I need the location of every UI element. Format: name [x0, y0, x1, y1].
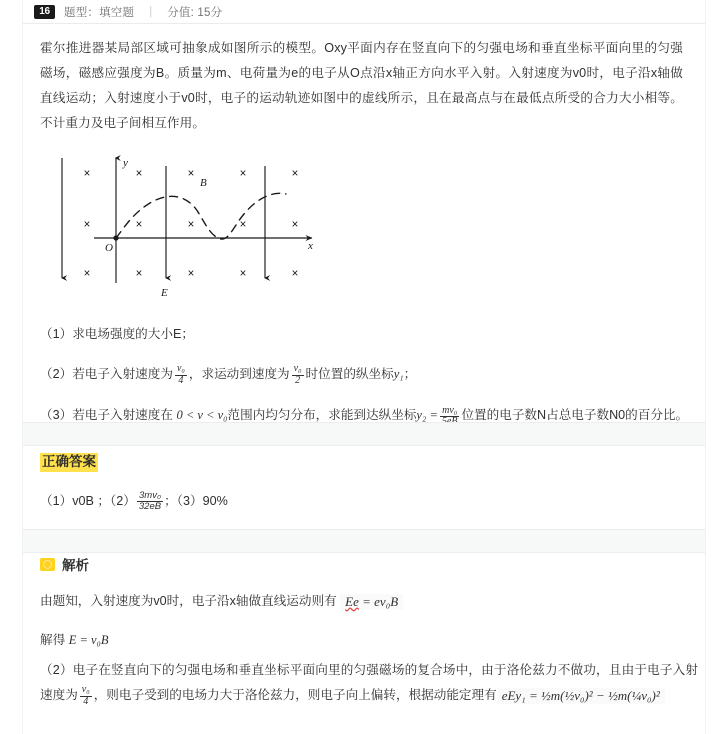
sub-question-2-tail: 时位置的纵坐标 — [305, 367, 394, 381]
analysis-section-heading — [40, 554, 89, 574]
sub-question-2 — [40, 363, 683, 386]
analysis-p1-formula-lhs: Ee — [345, 593, 359, 609]
analysis-section-title: 解析 — [62, 558, 89, 573]
sub-question-3-lead: 若电子入射速度在 — [72, 408, 173, 423]
analysis-p1-formula — [340, 594, 403, 610]
sub-question-2-lead: 若电子入射速度为 — [72, 367, 173, 381]
svg-text:×: × — [83, 219, 91, 231]
analysis-p3-text: （2）电子在竖直向下的匀强电场和垂直坐标平面向里的匀强磁场的复合场中，由于洛伦兹力不做功，且由于电子入射速度为 — [40, 663, 698, 702]
analysis-p1-text: 由题知，入射速度为v0时，电子沿x轴做直线运动则有 — [40, 594, 337, 608]
svg-text:×: × — [291, 219, 299, 231]
question-number-badge: 16 — [34, 5, 55, 19]
question-type-label: 题型：填空题 — [64, 6, 135, 19]
fraction-denominator: 4 — [83, 695, 89, 707]
fraction-numerator: v₀ — [176, 363, 185, 375]
analysis-p3-formula: eEy₁ = ½m(½v₀)² − ½m(¼v₀)² — [497, 688, 665, 704]
fraction-denominator: 32eB — [138, 501, 162, 513]
analysis-p1-formula-rhs: = ev₀B — [362, 593, 399, 609]
sub-question-2-fraction-1 — [175, 364, 187, 386]
y-axis-label: y — [123, 157, 128, 169]
electron-trajectory — [116, 193, 286, 239]
sub-question-2-end: ； — [403, 367, 417, 381]
section-divider-analysis — [23, 529, 705, 553]
answer-section-heading — [40, 453, 98, 472]
sub-question-3-variable: y₂ = — [416, 408, 438, 423]
x-axis-label: x — [308, 240, 313, 252]
svg-text:×: × — [135, 268, 143, 280]
sub-question-3-index: （3） — [40, 408, 73, 423]
page-right-edge — [705, 0, 722, 734]
question-body — [23, 24, 705, 428]
sub-question-3-tail: 位置的电子数N占总电子数N0的百分比。 — [461, 408, 689, 423]
sub-question-3-range: 0 < v < v₀ — [176, 408, 228, 423]
svg-text:×: × — [83, 168, 91, 180]
electric-field-lines — [62, 158, 265, 278]
analysis-p2-formula: E = v₀B — [68, 633, 109, 647]
answer-suffix: ；（3）90% — [164, 494, 228, 508]
origin-label: O — [105, 242, 113, 254]
svg-text:×: × — [187, 268, 195, 280]
meta-separator: | — [149, 5, 153, 18]
analysis-p2-lead: 解得 — [40, 633, 66, 647]
svg-text:×: × — [291, 168, 299, 180]
sub-question-2-fraction-2 — [292, 364, 304, 386]
sub-question-2-index: （2） — [40, 367, 73, 381]
sub-question-2-variable: y₁ — [393, 367, 404, 381]
sub-question-2-mid: ，求运动到速度为 — [188, 367, 290, 381]
question-meta-bar — [23, 0, 705, 24]
analysis-p3-fraction — [80, 685, 92, 707]
svg-text:×: × — [83, 268, 91, 280]
fraction-numerator: 3mv₀ — [137, 491, 163, 502]
field-b-label: B — [200, 177, 207, 189]
question-score-label: 分值: 15分 — [167, 6, 223, 19]
answer-section-title: 正确答案 — [40, 453, 98, 472]
svg-text:×: × — [135, 219, 143, 231]
svg-text:×: × — [239, 219, 247, 231]
svg-text:×: × — [187, 219, 195, 231]
svg-text:×: × — [291, 268, 299, 280]
answer-prefix: （1）v0B ；（2） — [40, 494, 136, 508]
field-e-label: E — [161, 287, 168, 299]
fraction-numerator: v₀ — [81, 684, 90, 696]
sub-question-1-index: （1） — [40, 327, 73, 341]
fraction-denominator: 4 — [178, 374, 184, 386]
svg-text:×: × — [239, 168, 247, 180]
page-left-edge — [0, 0, 23, 734]
svg-text:×: × — [135, 168, 143, 180]
svg-text:×: × — [187, 168, 195, 180]
sub-question-1 — [40, 323, 683, 345]
answer-section-body — [40, 489, 692, 514]
fraction-denominator: 2 — [295, 374, 301, 386]
sub-question-3-mid: 范围内均匀分布，求能到达纵坐标 — [227, 408, 417, 423]
tag-icon — [40, 558, 55, 571]
figure-svg — [46, 150, 336, 305]
section-divider-answer — [23, 422, 705, 446]
answer-fraction — [137, 491, 163, 512]
analysis-paragraph-2 — [40, 628, 692, 653]
fraction-numerator: mv₀ — [440, 406, 460, 418]
physics-figure — [46, 150, 683, 305]
analysis-paragraph-3 — [40, 658, 698, 708]
svg-text:×: × — [239, 268, 247, 280]
fraction-numerator: v₀ — [293, 363, 302, 375]
question-stem: 霍尔推进器某局部区域可抽象成如图所示的模型。Oxy平面内存在竖直向下的匀强电场和垂直坐标平面向里的匀强磁场，磁感应强度为B。质量为m、电荷量为e的电子从O点沿x轴正方向水平入射。入射速度为v0时，电子沿x轴做直线运动；入射速度小于v0时，电子的运动轨迹如图中的虚线所示，且在最高点与在最低点所受的合力大小相等。不计重力及电子间相互作用。 — [40, 41, 683, 130]
analysis-paragraph-1 — [40, 589, 692, 614]
analysis-p3-mid: ，则电子受到的电场力大于洛伦兹力，则电子向上偏转，根据动能定理有 — [93, 688, 497, 702]
sub-question-1-text: 求电场强度的大小E； — [72, 327, 194, 341]
